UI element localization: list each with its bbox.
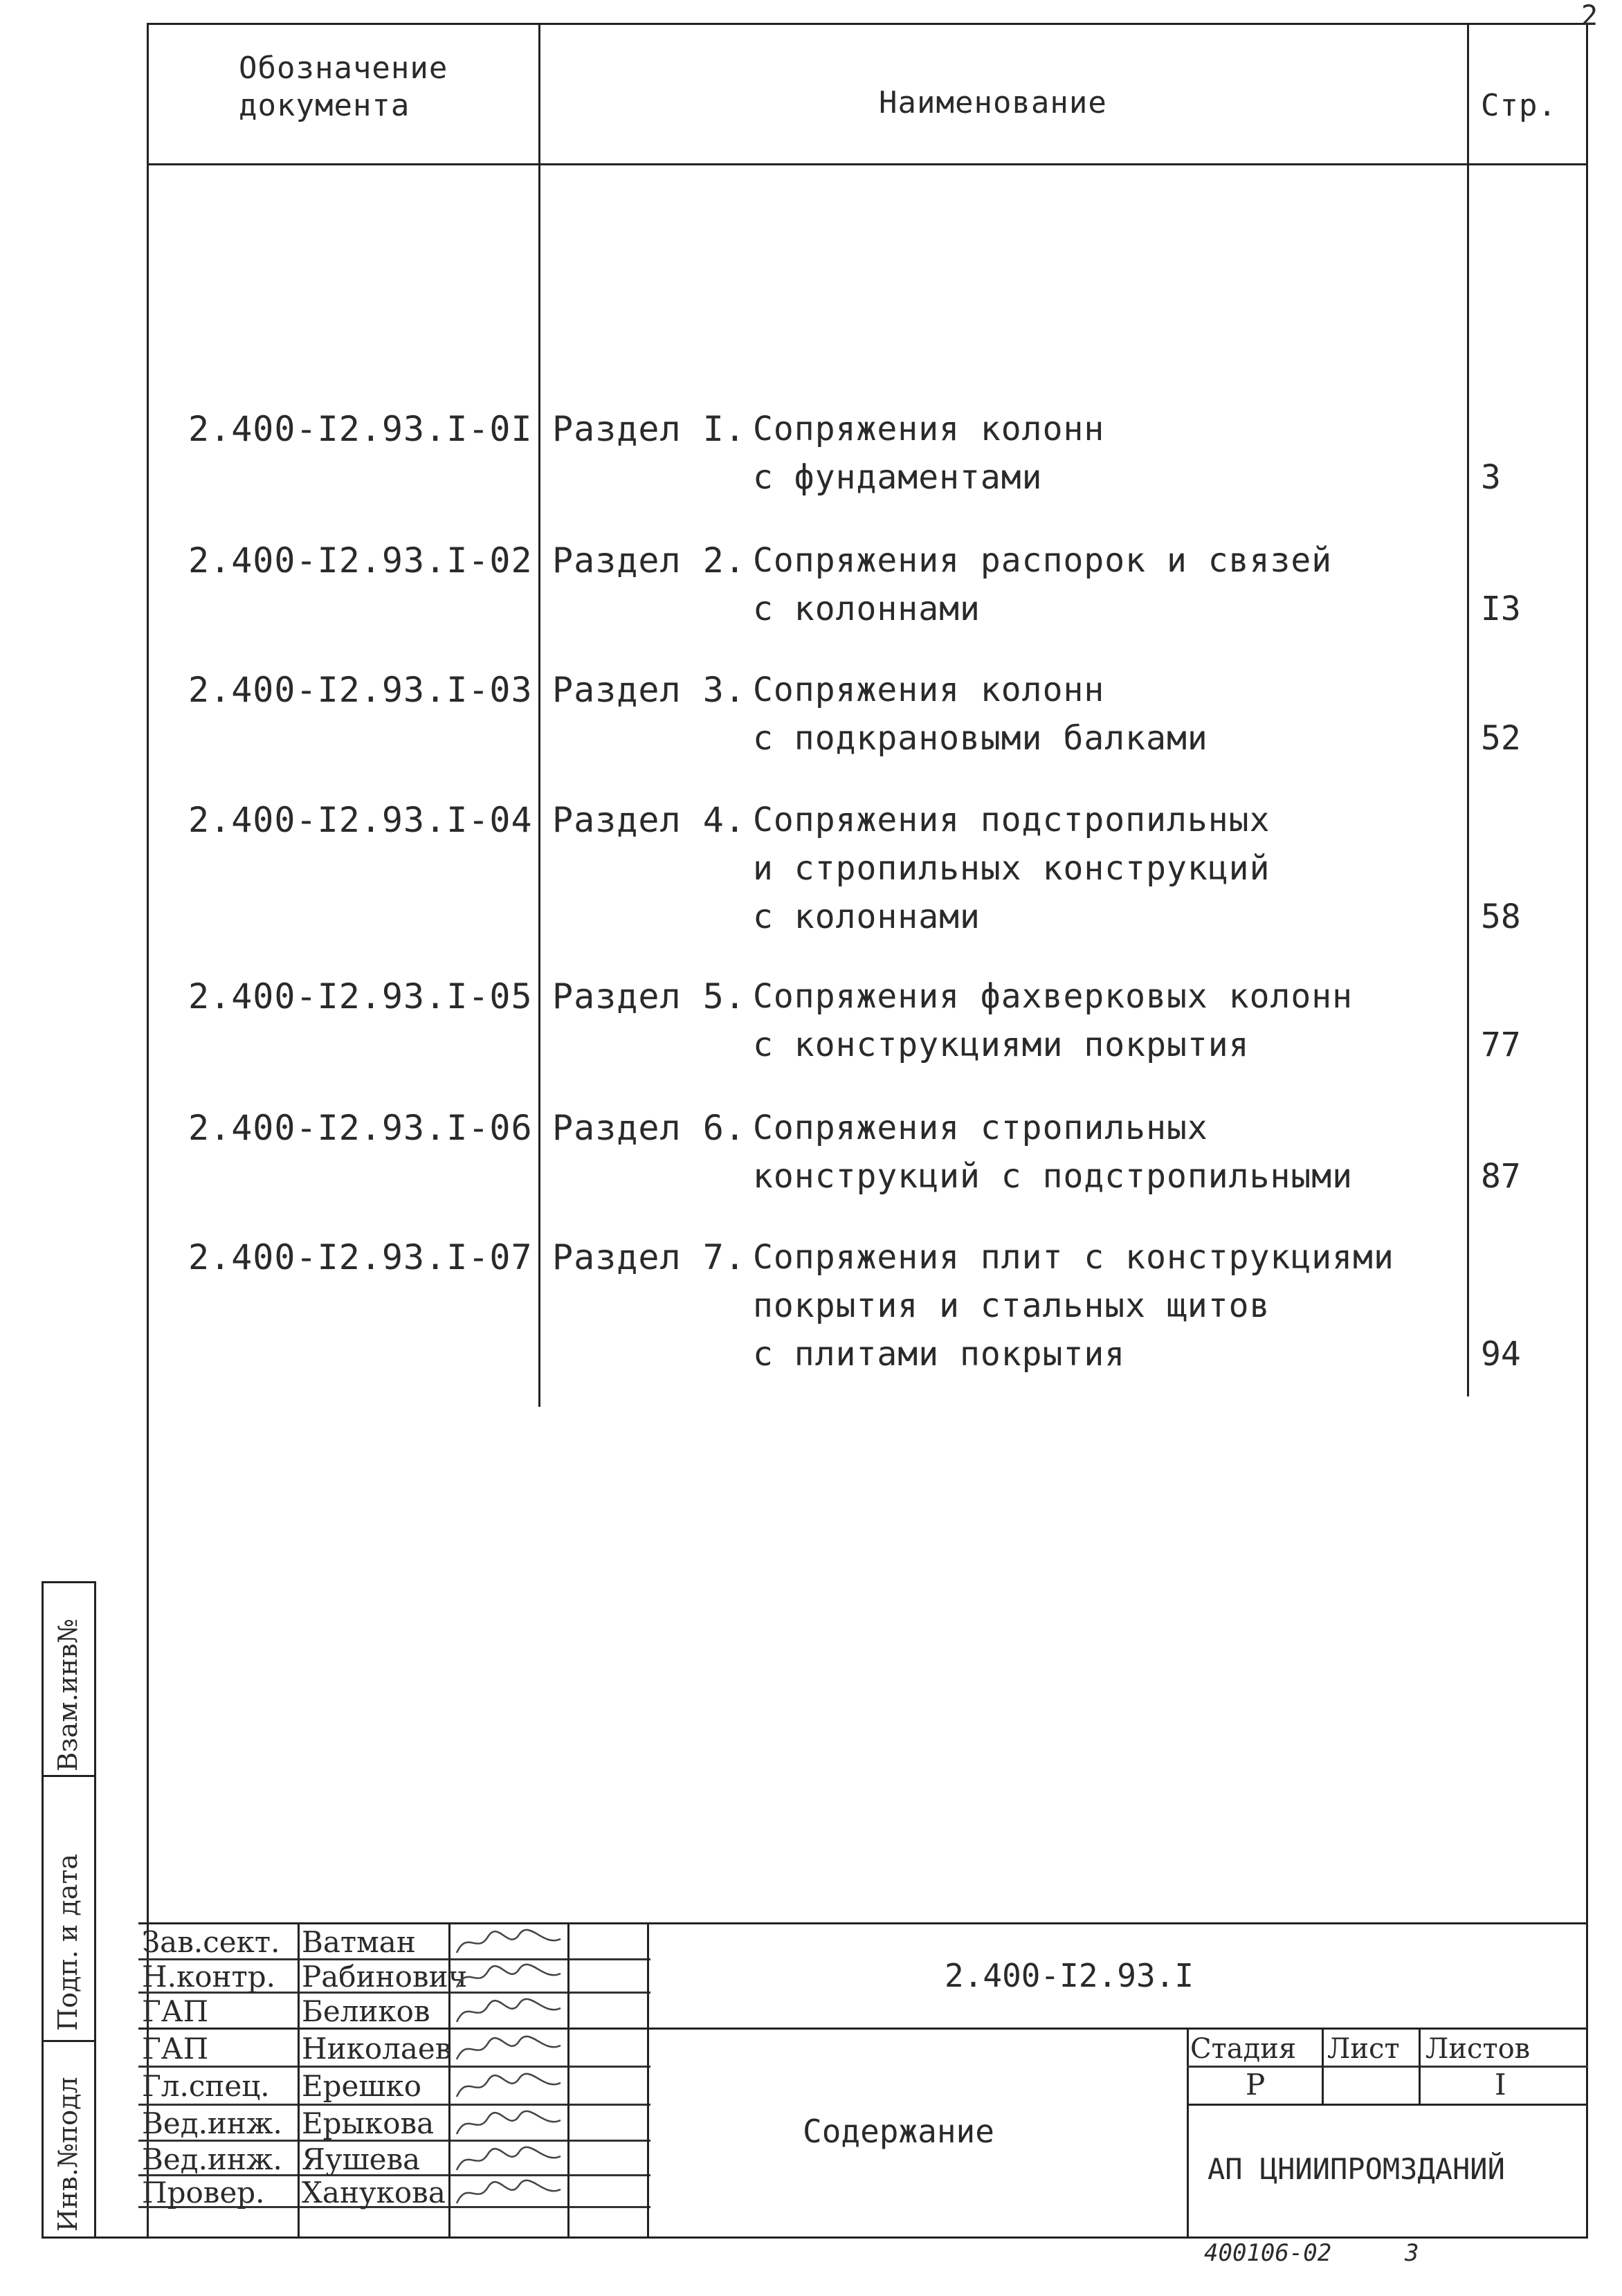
footer-page: 3 bbox=[1405, 2239, 1419, 2267]
row-page: 58 bbox=[1481, 898, 1521, 936]
stamp-top-line bbox=[138, 1922, 1588, 1924]
stamp-role: Зав.сект. bbox=[142, 1925, 280, 1959]
row-title-line: Сопряжения подстропильных bbox=[753, 801, 1270, 839]
stamp-sheet-label: Лист bbox=[1327, 2033, 1400, 2065]
row-title-line: Сопряжения колонн bbox=[753, 410, 1105, 448]
row-section: Раздел 3. bbox=[552, 670, 746, 710]
row-section: Раздел 2. bbox=[552, 540, 746, 581]
header-page: Стр. bbox=[1481, 88, 1557, 123]
stamp-role: ГАП bbox=[142, 2032, 209, 2066]
stamp-stage-col-1 bbox=[1322, 2028, 1324, 2104]
row-code: 2.400-I2.93.I-06 bbox=[188, 1108, 533, 1148]
stamp-role: Провер. bbox=[142, 2176, 265, 2210]
row-section: Раздел I. bbox=[552, 409, 746, 449]
stamp-role: Гл.спец. bbox=[142, 2069, 270, 2103]
stamp-sheets-label: Листов bbox=[1425, 2033, 1531, 2065]
row-title-line: конструкций с подстропильными bbox=[753, 1157, 1354, 1196]
stamp-role: Вед.инж. bbox=[142, 2142, 282, 2176]
side-strip-sep-1 bbox=[42, 1775, 96, 1777]
row-page: 52 bbox=[1481, 719, 1521, 758]
row-code: 2.400-I2.93.I-04 bbox=[188, 800, 533, 840]
stamp-person-name: Ерешко bbox=[302, 2069, 421, 2103]
row-page: 77 bbox=[1481, 1026, 1521, 1064]
side-strip-top-line bbox=[42, 1581, 96, 1583]
side-label-vzam: Взам.инв№ bbox=[53, 1619, 83, 1771]
row-title-line: Сопряжения колонн bbox=[753, 671, 1105, 709]
row-title-line: с подкрановыми балками bbox=[753, 719, 1208, 758]
stamp-right-col-line bbox=[1187, 2028, 1189, 2239]
row-title-line: Сопряжения плит с конструкциями bbox=[753, 1238, 1394, 1277]
header-divider-1 bbox=[538, 23, 540, 1407]
row-title-line: с конструкциями покрытия bbox=[753, 1026, 1250, 1064]
footer-code: 400106-02 bbox=[1204, 2239, 1332, 2267]
row-title-line: Сопряжения фахверковых колонн bbox=[753, 977, 1354, 1016]
row-section: Раздел 7. bbox=[552, 1237, 746, 1277]
signature-mark bbox=[453, 2070, 564, 2102]
row-code: 2.400-I2.93.I-05 bbox=[188, 976, 533, 1017]
row-title-line: с колоннами bbox=[753, 898, 981, 936]
row-title-line: с колоннами bbox=[753, 590, 981, 628]
row-section: Раздел 4. bbox=[552, 800, 746, 840]
stamp-col-sign bbox=[567, 1922, 569, 2239]
header-divider-2 bbox=[1467, 23, 1469, 1396]
row-code: 2.400-I2.93.I-02 bbox=[188, 540, 533, 581]
stamp-sheets-value: I bbox=[1495, 2068, 1506, 2102]
row-page: 87 bbox=[1481, 1157, 1521, 1196]
row-code: 2.400-I2.93.I-07 bbox=[188, 1237, 533, 1277]
frame-top-line bbox=[149, 23, 1588, 25]
row-title-line: Сопряжения распорок и связей bbox=[753, 541, 1333, 580]
stamp-line-row6 bbox=[138, 2104, 650, 2106]
side-label-inv: Инв.№подл bbox=[53, 2077, 83, 2232]
stamp-role: Вед.инж. bbox=[142, 2106, 282, 2140]
row-page: 3 bbox=[1481, 458, 1501, 497]
frame-right-line bbox=[1586, 23, 1588, 2239]
stamp-person-name: Ерыкова bbox=[302, 2106, 435, 2140]
signature-mark bbox=[453, 2033, 564, 2065]
stamp-stage-value: Р bbox=[1246, 2068, 1266, 2102]
stamp-col-date bbox=[647, 1922, 649, 2239]
stamp-stage-value-line bbox=[1187, 2104, 1588, 2106]
stamp-person-name: Ватман bbox=[302, 1925, 416, 1959]
stamp-col-role bbox=[298, 1922, 300, 2239]
signature-mark bbox=[453, 1996, 564, 2028]
stamp-person-name: Беликов bbox=[302, 1994, 430, 2028]
stamp-title: Содержание bbox=[803, 2113, 994, 2150]
row-page: I3 bbox=[1481, 590, 1521, 628]
row-title-line: Сопряжения стропильных bbox=[753, 1109, 1208, 1147]
signature-mark bbox=[453, 2144, 564, 2176]
signature-mark bbox=[453, 2108, 564, 2140]
stamp-person-name: Николаев bbox=[302, 2032, 452, 2066]
header-designation: Обозначение документа bbox=[239, 51, 448, 123]
sheet-corner-number: 2 bbox=[1581, 0, 1598, 32]
stamp-role: Н.контр. bbox=[142, 1960, 275, 1994]
stamp-role: ГАП bbox=[142, 1994, 209, 2028]
signature-mark bbox=[453, 1961, 564, 1993]
stamp-stage-col-2 bbox=[1419, 2028, 1421, 2104]
row-section: Раздел 6. bbox=[552, 1108, 746, 1148]
signature-mark bbox=[453, 2177, 564, 2209]
row-page: 94 bbox=[1481, 1335, 1521, 1374]
header-name: Наименование bbox=[879, 85, 1107, 120]
side-strip-right-line bbox=[94, 1581, 96, 2239]
row-title-line: покрытия и стальных щитов bbox=[753, 1286, 1270, 1325]
stamp-doc-code: 2.400-I2.93.I bbox=[945, 1957, 1194, 1994]
side-strip-left-line bbox=[42, 1581, 44, 2239]
header-bottom-line bbox=[149, 163, 1588, 165]
stamp-person-name: Рабинович bbox=[302, 1960, 468, 1994]
row-section: Раздел 5. bbox=[552, 976, 746, 1017]
row-title-line: с плитами покрытия bbox=[753, 1335, 1126, 1374]
row-title-line: с фундаментами bbox=[753, 458, 1043, 497]
stamp-stage-label: Стадия bbox=[1190, 2033, 1297, 2065]
side-label-podp: Подп. и дата bbox=[53, 1853, 83, 2031]
side-strip-sep-2 bbox=[42, 2040, 96, 2042]
stamp-person-name: Яушева bbox=[302, 2142, 421, 2176]
stamp-organization: АП ЦНИИПРОМЗДАНИЙ bbox=[1208, 2152, 1505, 2186]
row-code: 2.400-I2.93.I-0I bbox=[188, 409, 533, 449]
frame-bottom-line bbox=[42, 2236, 1588, 2239]
signature-mark bbox=[453, 1926, 564, 1958]
frame-left-line bbox=[147, 23, 149, 2239]
row-code: 2.400-I2.93.I-03 bbox=[188, 670, 533, 710]
stamp-person-name: Ханукова bbox=[302, 2176, 446, 2210]
row-title-line: и стропильных конструкций bbox=[753, 849, 1270, 888]
